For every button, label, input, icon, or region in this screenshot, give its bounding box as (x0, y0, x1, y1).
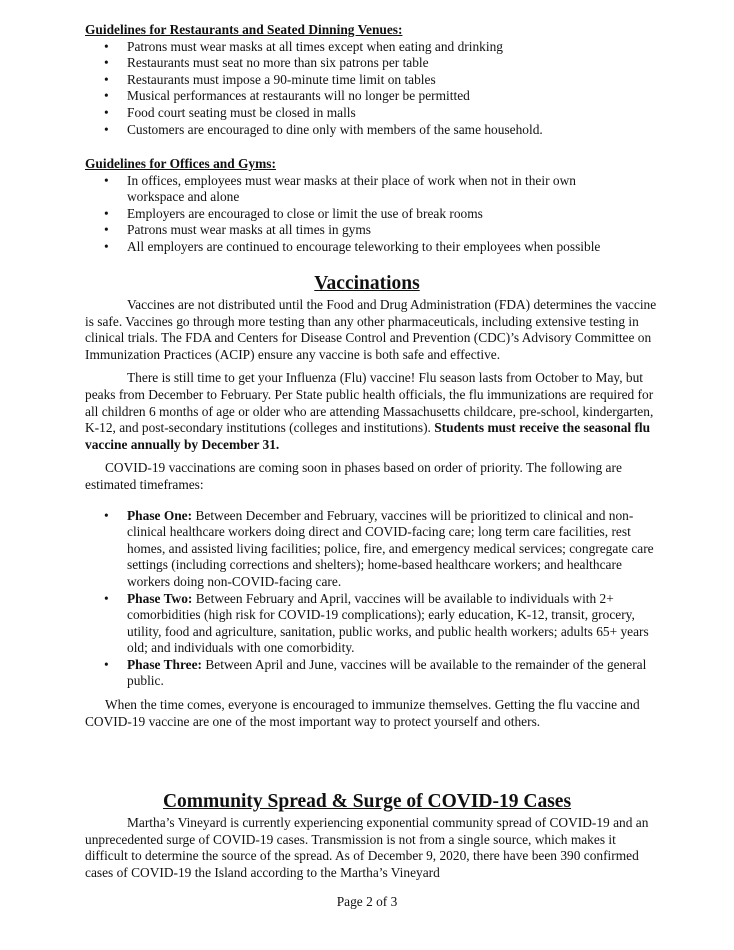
flu-text: There is still time to get your Influenza (Flu) vaccine! Flu season lasts from October to May, but peaks from December to February. Per State public health officials, the flu immunizations are required for all children 6 months of age or older who are attending Massachusetts childcare, pre-school, kindergarten, K-12, and post-secondary institutions (colleges and institutions). (85, 370, 654, 436)
vaccinations-section (85, 297, 660, 730)
phase-item (85, 657, 660, 690)
restaurant-guidelines (85, 22, 660, 138)
list-item: • Customers are encouraged to dine only with members of the same household. (85, 122, 660, 139)
community-spread-section (85, 815, 660, 881)
vaccination-phases-list (85, 508, 660, 691)
phase-text: Between December and February, vaccines will be prioritized to clinical and non-clinical healthcare workers doing direct and COVID-facing care; long term care facilities, rest homes, and assisted living facilities; police, fire, and emergency medical services; congregate care settings (including corrections and shelters); home-based healthcare workers; and healthcare workers doing non-COVID-facing care. (127, 507, 654, 589)
list-item: • In offices, employees must wear masks at their place of work when not in their own workspace and alone (85, 173, 620, 206)
list-item: • Restaurants must seat no more than six patrons per table (85, 55, 660, 72)
phase-text: Between April and June, vaccines will be available to the remainder of the general public. (127, 656, 647, 689)
list-item: • Employers are encouraged to close or limit the use of break rooms (85, 206, 620, 223)
vaccinations-title: Vaccinations (314, 273, 420, 294)
phase-label: Phase Three: (127, 656, 203, 672)
list-item: • Musical performances at restaurants will no longer be permitted (85, 88, 660, 105)
list-item: • Patrons must wear masks at all times except when eating and drinking (85, 39, 660, 56)
phase-item (85, 508, 660, 591)
office-guidelines (85, 156, 660, 256)
page-number: Page 2 of 3 (336, 894, 398, 909)
office-guidelines-heading: Guidelines for Offices and Gyms: (85, 156, 276, 171)
vaccinations-paragraph-covid: COVID-19 vaccinations are coming soon in phases based on order of priority. The following are estimated timeframes: (85, 460, 622, 492)
vaccinations-paragraph-flu (85, 370, 660, 453)
office-guidelines-list (85, 173, 660, 256)
phase-text: Between February and April, vaccines will be available to individuals with 2+ comorbidities (high risk for COVID-19 complications); early education, K-12, transit, grocery, utility, food and agriculture, sanitation, public works, and public health workers; adults 65+ years old; and individuals with one comorbidity. (127, 590, 649, 656)
vaccinations-paragraph-closing: When the time comes, everyone is encouraged to immunize themselves. Getting the flu vaccine and COVID-19 vaccine are one of the most important way to protect yourself and others. (85, 697, 640, 729)
list-item: • All employers are continued to encourage teleworking to their employees when possible (85, 239, 660, 256)
phase-item (85, 591, 660, 657)
vaccinations-paragraph-fda: Vaccines are not distributed until the Food and Drug Administration (FDA) determines the vaccine is safe. Vaccines go through more testing than any other pharmaceuticals, including extensive testing in clinical trials. The FDA and Centers for Disease Control and Prevention (CDC)’s Advisory Committee on Immunization Practices (ACIP) ensure any vaccine is both safe and effective. (85, 297, 657, 362)
phase-label: Phase Two: (127, 590, 193, 606)
restaurant-guidelines-list (85, 39, 660, 139)
restaurant-guidelines-heading: Guidelines for Restaurants and Seated Dinning Venues: (85, 22, 403, 37)
phase-label: Phase One: (127, 507, 193, 523)
community-spread-paragraph: Martha’s Vineyard is currently experiencing exponential community spread of COVID-19 and an unprecedented surge of COVID-19 cases. Transmission is not from a single source, which makes it difficult to determine the source of the spread. As of December 9, 2020, there have been 390 confirmed cases of COVID-19 the Island according to the Martha’s Vineyard (85, 815, 649, 880)
list-item: • Restaurants must impose a 90-minute time limit on tables (85, 72, 660, 89)
list-item: • Patrons must wear masks at all times in gyms (85, 222, 620, 239)
community-spread-title: Community Spread & Surge of COVID-19 Cases (162, 791, 572, 812)
flu-deadline: Students must receive the seasonal flu vaccine annually by December 31. (85, 420, 651, 452)
list-item: • Food court seating must be closed in malls (85, 105, 660, 122)
